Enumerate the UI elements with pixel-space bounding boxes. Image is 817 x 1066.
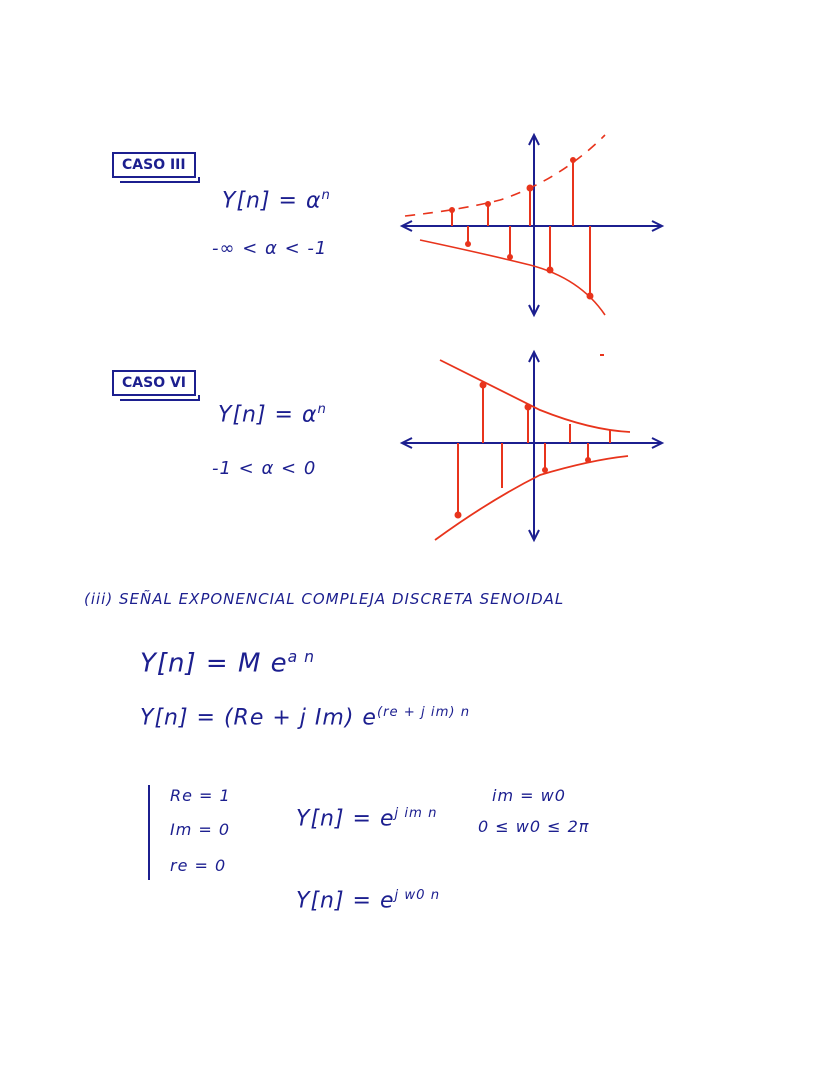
plot-case-iii bbox=[402, 135, 662, 315]
equation-1-base: Y[n] = M e bbox=[140, 648, 288, 679]
condition-im: Im = 0 bbox=[170, 820, 231, 839]
case-iii-condition: -∞ < α < -1 bbox=[212, 238, 328, 259]
equation-1-exp: a n bbox=[287, 648, 316, 666]
plot-case-vi bbox=[402, 352, 662, 540]
plot-iii-lower-envelope bbox=[420, 240, 605, 315]
condition-re-small: re = 0 bbox=[170, 856, 227, 875]
equation-4-exp: j w0 n bbox=[394, 888, 441, 903]
equation-2-base: Y[n] = (Re + j Im) e bbox=[140, 705, 377, 731]
case-iii-label: CASO III bbox=[112, 152, 196, 178]
case-iii-formula-exp: n bbox=[321, 188, 331, 203]
case-vi-label: CASO VI bbox=[112, 370, 196, 396]
case-vi-condition: -1 < α < 0 bbox=[212, 458, 317, 479]
note-im-w0: im = w0 bbox=[492, 786, 566, 805]
case-vi-formula-base: Y[n] = α bbox=[218, 402, 318, 428]
equation-4-base: Y[n] = e bbox=[296, 888, 395, 914]
condition-re: Re = 1 bbox=[170, 786, 231, 805]
case-vi-formula-exp: n bbox=[317, 402, 327, 417]
plot-iii-upper-envelope bbox=[405, 135, 605, 216]
equation-3-exp: j im n bbox=[394, 806, 438, 821]
plot-vi-lower-envelope bbox=[435, 456, 628, 540]
section-heading: (iii) SEÑAL EXPONENCIAL COMPLEJA DISCRETA SENOIDAL bbox=[84, 590, 565, 608]
note-w0-range: 0 ≤ w0 ≤ 2π bbox=[478, 817, 590, 836]
case-iii-formula-base: Y[n] = α bbox=[222, 188, 322, 214]
equation-2-exp: (re + j im) n bbox=[376, 705, 471, 720]
equation-3-base: Y[n] = e bbox=[296, 806, 395, 832]
